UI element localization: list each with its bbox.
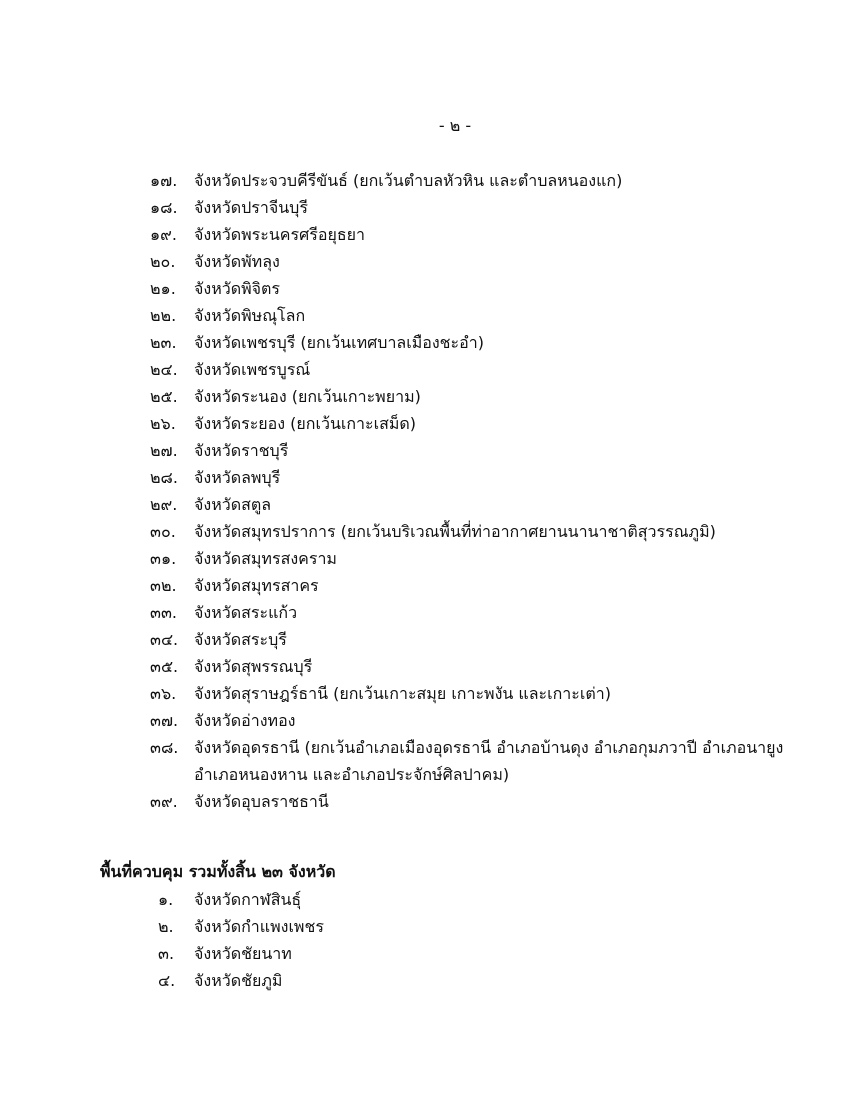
item-text: จังหวัดกำแพงเพชร [194,917,324,936]
page-number: - ๒ - [438,116,472,135]
item-text: จังหวัดกาฬสินธุ์ [194,890,302,909]
list-item [150,653,810,680]
item-text: จังหวัดสระแก้ว [194,603,298,622]
item-text: จังหวัดสุพรรณบุรี [194,657,313,676]
item-text: จังหวัดสมุทรสาคร [194,576,319,595]
item-number: ๒๙. [150,495,178,514]
list-item [150,221,810,248]
item-number: ๑๙. [150,225,177,244]
list-item [158,967,558,994]
item-number: ๓๗. [150,711,179,730]
item-number: ๓๑. [150,549,177,568]
list-item [150,545,810,572]
list-item [150,599,810,626]
item-text: จังหวัดเพชรบูรณ์ [194,360,311,379]
item-number: ๒. [158,917,174,936]
item-number: ๒๗. [150,441,178,460]
item-number: ๒๘. [150,468,178,487]
list-item [150,167,810,194]
list-item [150,788,810,815]
list-item [150,302,810,329]
item-text: จังหวัดพระนครศรีอยุธยา [194,225,365,244]
list-item [150,734,810,761]
item-number: ๓๘. [150,738,179,757]
item-text: จังหวัดสระบุรี [194,630,287,649]
list-item [150,329,810,356]
item-number: ๒๕. [150,387,178,406]
list-item [150,626,810,653]
item-text: จังหวัดอ่างทอง [194,711,296,730]
item-number: ๒๑. [150,279,176,298]
item-text: จังหวัดพัทลุง [194,252,280,271]
item-text: จังหวัดอุบลราชธานี [194,792,329,811]
item-text: จังหวัดลพบุรี [194,468,281,487]
list-item [150,275,810,302]
item-number: ๒๒. [150,306,177,325]
item-number: ๓๓. [150,603,177,622]
list-item [150,194,810,221]
item-text: จังหวัดสมุทรปราการ (ยกเว้นบริเวณพื้นที่ท่าอากาศยานนานาชาติสุวรรณภูมิ) [194,522,716,541]
item-number: ๒๐. [150,252,176,271]
list-item [150,464,810,491]
item-number: ๓๙. [150,792,178,811]
item-number: ๓๒. [150,576,177,595]
item-text-continuation: อำเภอหนองหาน และอำเภอประจักษ์ศิลปาคม) [194,765,510,784]
item-text: จังหวัดสตูล [194,495,272,514]
item-number: ๑. [158,890,174,909]
list-item [150,518,810,545]
list-item [150,437,810,464]
item-number: ๔. [158,971,176,990]
item-text: จังหวัดปราจีนบุรี [194,198,308,217]
item-number: ๓๔. [150,630,179,649]
section-heading: พื้นที่ควบคุม รวมทั้งสิ้น ๒๓ จังหวัด [100,862,336,881]
item-text: จังหวัดประจวบคีรีขันธ์ (ยกเว้นตำบลหัวหิน และตำบลหนองแก) [194,171,623,190]
item-number: ๓. [158,944,175,963]
list-item [158,940,558,967]
list-item [150,491,810,518]
list-item [150,680,810,707]
item-text: จังหวัดระนอง (ยกเว้นเกาะพยาม) [194,387,421,406]
item-number: ๒๖. [150,414,176,433]
list-item [150,248,810,275]
list-item [150,356,810,383]
item-text: จังหวัดสุราษฎร์ธานี (ยกเว้นเกาะสมุย เกาะพงัน และเกาะเต่า) [194,684,611,703]
province-list [150,167,810,815]
item-number: ๓๐. [150,522,176,541]
item-text: จังหวัดพิจิตร [194,279,281,298]
list-item [158,886,558,913]
item-text: จังหวัดราชบุรี [194,441,289,460]
item-number: ๓๕. [150,657,179,676]
item-number: ๒๓. [150,333,177,352]
item-text: จังหวัดเพชรบุรี (ยกเว้นเทศบาลเมืองชะอำ) [194,333,484,352]
list-item [150,383,810,410]
list-item [158,913,558,940]
item-text: จังหวัดชัยภูมิ [194,971,283,990]
list-item [150,707,810,734]
item-number: ๑๗. [150,171,178,190]
item-text: จังหวัดระยอง (ยกเว้นเกาะเสม็ด) [194,414,417,433]
item-number: ๓๖. [150,684,177,703]
item-text: จังหวัดชัยนาท [194,944,292,963]
list-item [150,572,810,599]
item-text: จังหวัดอุดรธานี (ยกเว้นอำเภอเมืองอุดรธานี อำเภอบ้านดุง อำเภอกุมภวาปี อำเภอนายูง [194,738,784,757]
item-text: จังหวัดพิษณุโลก [194,306,306,325]
control-province-list [158,886,558,994]
item-text: จังหวัดสมุทรสงคราม [194,549,337,568]
list-item [150,410,810,437]
item-number: ๒๔. [150,360,178,379]
item-number: ๑๘. [150,198,178,217]
